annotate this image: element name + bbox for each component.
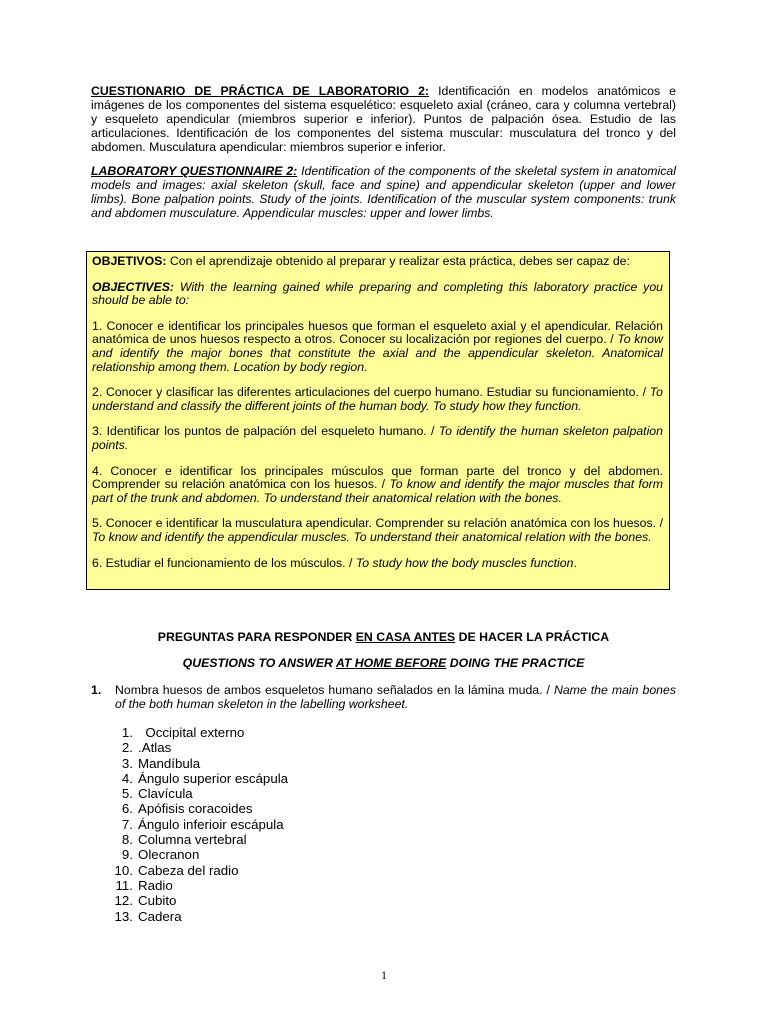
list-item-number: 2.	[121, 740, 133, 756]
objective-item	[92, 517, 663, 544]
list-item-text: Columna vertebral	[138, 832, 247, 848]
title-spanish	[91, 84, 676, 154]
heading-en-pre: QUESTIONS TO ANSWER	[182, 656, 336, 670]
list-item	[113, 771, 288, 786]
list-item	[113, 756, 288, 771]
heading-es-underlined: EN CASA ANTES	[355, 630, 456, 644]
title-spanish-text: Identificación en modelos anatómicos e imágenes de los componentes del sistema esquelético: esqueleto axial (cráneo, cara y columna vertebral) y esqueleto apendicular (miembros superior e inferior). Puntos de palpación ósea. Estudio de las articulaciones. Identificación de los componentes del sistema muscular: musculatura del tronco y del abdomen. Musculatura apendicular: miembros superior e inferior.	[91, 84, 676, 154]
list-item-number: 10.	[114, 862, 133, 878]
section-heading-english	[91, 656, 676, 670]
list-item-text: Occipital externo	[138, 725, 245, 740]
title-english-label: LABORATORY QUESTIONNAIRE 2:	[91, 164, 298, 178]
answer-list	[113, 725, 288, 924]
list-item	[113, 801, 288, 816]
title-english	[91, 164, 676, 220]
objective-item-es: 6. Estudiar el funcionamiento de los músculos. /	[92, 555, 356, 570]
objective-item-tail: .	[573, 555, 577, 570]
question-text-es: Nombra huesos de ambos esqueletos humano señalados en la lámina muda. /	[115, 683, 554, 697]
objective-item-en: To identify the human skeleton palpation points.	[92, 424, 663, 452]
objective-item-es: 1. Conocer e identificar los principales huesos que forman el esqueleto axial y el apendicular. Relación anatómica de unos huesos respecto a otros. Conocer su localización por regiones del cuerpo. /	[92, 318, 663, 347]
title-spanish-label: CUESTIONARIO DE PRÁCTICA DE LABORATORIO 2:	[91, 84, 430, 98]
objective-item	[92, 557, 663, 571]
objective-item-en: To study how the body muscles function	[355, 555, 574, 570]
list-item-number: 4.	[121, 770, 133, 786]
objective-item	[92, 465, 663, 506]
list-item	[113, 847, 288, 862]
page-number: 1	[381, 968, 387, 982]
objective-item-en: To understand and classify the different joints of the human body. To study how they function.	[92, 385, 663, 413]
list-item-number: 7.	[121, 816, 133, 832]
heading-es-pre: PREGUNTAS PARA RESPONDER	[157, 630, 356, 644]
list-item-text: Cabeza del radio	[138, 862, 239, 878]
objectives-box	[86, 251, 670, 590]
list-item	[113, 817, 288, 832]
list-item-text: Apófisis coracoides	[138, 801, 253, 817]
list-item-text: Cadera	[138, 908, 182, 924]
list-item-number: 6.	[121, 801, 133, 817]
heading-en-underlined: AT HOME BEFORE	[335, 656, 447, 670]
question-text	[115, 683, 676, 711]
list-item-number: 3.	[121, 755, 133, 771]
list-item	[113, 893, 288, 908]
objective-item-en: To know and identify the appendicular muscles. To understand their anatomical relation with the bones.	[92, 529, 652, 544]
list-item	[113, 786, 288, 801]
objective-item	[92, 386, 663, 413]
list-item-text: Olecranon	[138, 847, 200, 863]
question-number: 1.	[91, 683, 102, 697]
list-item	[113, 832, 288, 847]
question-1	[91, 683, 676, 711]
list-item-number: 1.	[121, 725, 133, 740]
list-item-number: 5.	[121, 786, 133, 802]
objective-item-es: 4. Conocer e identificar los principales músculos que forman parte del tronco y del abdomen. Comprender su relación anatómica con los huesos. /	[92, 463, 663, 492]
objectives-english-text: With the learning gained while preparing and completing this laboratory practice you should be able to:	[92, 279, 663, 308]
objective-item-es: 2. Conocer y clasificar las diferentes articulaciones del cuerpo humano. Estudiar su funcionamiento. /	[92, 385, 650, 400]
list-item-number: 12.	[114, 893, 133, 909]
list-item	[113, 878, 288, 893]
objectives-english-label: OBJECTIVES:	[92, 279, 174, 294]
objective-item	[92, 320, 663, 374]
list-item	[113, 863, 288, 878]
section-heading-spanish	[91, 630, 676, 644]
list-item-text: Ángulo inferioir escápula	[138, 816, 284, 832]
list-item-text: Clavícula	[138, 786, 193, 802]
objective-item	[92, 425, 663, 452]
list-item	[113, 725, 288, 740]
list-item-text: Ángulo superior escápula	[138, 770, 289, 786]
list-item-number: 9.	[121, 847, 133, 863]
list-item	[113, 740, 288, 755]
objectives-spanish-text: Con el aprendizaje obtenido al preparar y realizar esta práctica, debes ser capaz de:	[166, 254, 630, 268]
list-item	[113, 909, 288, 924]
title-english-text: Identification of the components of the skeletal system in anatomical models and images: axial skeleton (skull, face and spine) and appendicular skeleton (upper and lower limbs). Bone palpation points. Study of the joints. Identification of the muscular system components: trunk and abdomen musculature. Appendicular muscles: upper and lower limbs.	[91, 164, 676, 220]
objectives-spanish-label: OBJETIVOS:	[92, 254, 167, 268]
objective-item-en: To know and identify the major bones that constitute the axial and the appendicular skeleton. Anatomical relationship among them. Location by body region.	[92, 332, 663, 374]
list-item-number: 13.	[114, 908, 133, 924]
list-item-text: Radio	[138, 877, 173, 893]
objective-item-es: 5. Conocer e identificar la musculatura apendicular. Comprender su relación anatómica con los huesos. /	[92, 516, 663, 531]
objective-item-es: 3. Identificar los puntos de palpación del esqueleto humano. /	[92, 424, 439, 439]
list-item-text: Mandíbula	[138, 755, 201, 771]
list-item-number: 8.	[121, 832, 133, 848]
question-text-en: Name the main bones of the both human skeleton in the labelling worksheet.	[115, 683, 676, 711]
objectives-spanish	[92, 255, 663, 269]
list-item-text: Cubito	[138, 893, 177, 909]
list-item-text: .Atlas	[138, 740, 172, 756]
objectives-english	[92, 281, 663, 308]
heading-es-post: DE HACER LA PRÁCTICA	[455, 630, 610, 644]
heading-en-post: DOING THE PRACTICE	[446, 656, 585, 670]
document-header	[91, 84, 676, 240]
objective-item-en: To know and identify the major muscles that form part of the trunk and abdomen. To understand their anatomical relation with the bones.	[92, 477, 663, 505]
list-item-number: 11.	[115, 877, 133, 893]
